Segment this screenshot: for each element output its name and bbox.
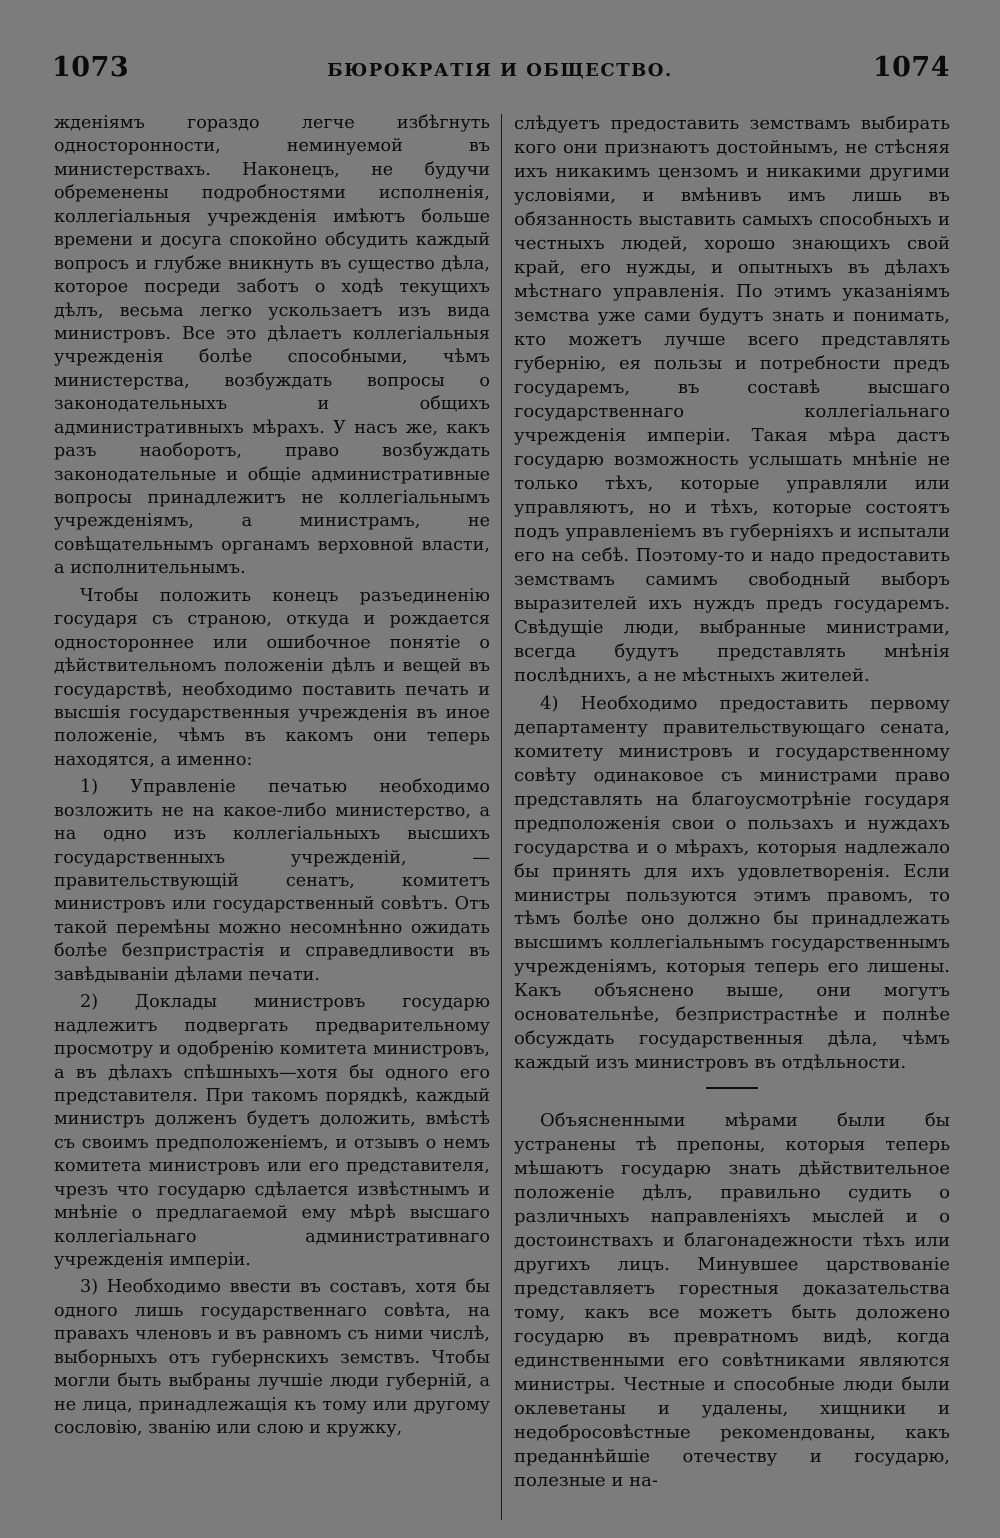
paragraph: Чтобы положить конецъ разъединенію государя съ страною, откуда и рождается одностороннее или ошибочное понятіе о дѣйствительномъ положеніи дѣлъ и вещей въ государствѣ, необходимо поставить печать и высшія государственныя учрежденія въ иное положеніе, чѣмъ въ какомъ они теперь находятся, а именно: bbox=[54, 585, 490, 770]
paragraph: 3) Необходимо ввести въ составъ, хотя бы одного лишь государственнаго совѣта, на правахъ членовъ и въ равномъ съ ними числѣ, выборныхъ отъ губернскихъ земствъ. Чтобы могли быть выбраны лучшіе люди губерній, а не лица, принадлежащія къ тому или другому сословію, званію или слою и кружку, bbox=[54, 1277, 490, 1439]
running-title: БЮРОКРАТІЯ И ОБЩЕСТВО. bbox=[327, 60, 673, 81]
paragraph: слѣдуетъ предоставить земствамъ выбирать кого они признаютъ достойнымъ, не стѣсняя ихъ никакимъ цензомъ и никакими другими условіями, и вмѣнивъ имъ лишь въ обязанность выставить самыхъ способныхъ и честныхъ людей, хорошо знающихъ свой край, его нужды, и опытныхъ въ дѣлахъ мѣстнаго управленія. По этимъ указаніямъ земства уже сами будутъ знать и понимать, кто можетъ лучше всего представлять губернію, ея пользы и потребности предъ государемъ, въ составѣ высшаго государственнаго коллегіальнаго учрежденія имперіи. Такая мѣра дастъ государю возможность услышать мнѣніе не только тѣхъ, которые управляли или управляютъ, но и тѣхъ, которые состоятъ подъ управленіемъ въ губерніяхъ и испытали его на себѣ. Поэтому-то и надо предоставить земствамъ самимъ свободный выборъ выразителей ихъ нуждъ предъ государемъ. Свѣдущіе люди, выбранные министрами, всегда будутъ представлять мнѣнія послѣднихъ, а не мѣстныхъ жителей. bbox=[514, 113, 950, 686]
left-column bbox=[54, 112, 490, 1522]
section-rule bbox=[706, 1087, 758, 1089]
page-number-right: 1074 bbox=[872, 52, 950, 83]
paragraph: 1) Управленіе печатью необходимо возложить не на какое-либо министерство, а на одно изъ коллегіальныхъ высшихъ государственныхъ учрежденій, — правительствующій сенатъ, комитетъ министровъ или государственный совѣтъ. Отъ такой перемѣны можно несомнѣнно ожидать болѣе безпристрастія и справедливости въ завѣдываніи дѣлами печати. bbox=[54, 777, 490, 985]
paragraph: жденіямъ гораздо легче избѣгнуть односторонности, неминуемой въ министерствахъ. Наконецъ, не будучи обременены подробностями исполненія, коллегіальныя учрежденія имѣютъ больше времени и досуга спокойно обсудить каждый вопросъ и глубже вникнуть въ существо дѣла, которое посреди заботъ о ходѣ текущихъ дѣлъ, весьма легко ускользаетъ изъ вида министровъ. Все это дѣлаетъ коллегіальныя учрежденія болѣе способными, чѣмъ министерства, возбуждать вопросы о законодательныхъ и общихъ административныхъ мѣрахъ. У насъ же, какъ разъ наоборотъ, право возбуждать законодательные и общіе административные вопросы принадлежитъ не коллегіальнымъ учрежденіямъ, а министрамъ, не совѣщательнымъ органамъ верховной власти, а исполнительнымъ. bbox=[54, 113, 490, 579]
paragraph: 4) Необходимо предоставить первому департаменту правительствующаго сената, комитету министровъ и государственному совѣту одинаковое съ министрами право представлять на благоусмотрѣніе государя предположенія свои о пользахъ и нуждахъ государства и о мѣрахъ, которыя надлежало бы принять для ихъ удовлетворенія. Если министры пользуются этимъ правомъ, то тѣмъ болѣе оно должно бы принадлежать высшимъ коллегіальнымъ государственнымъ учрежденіямъ, которыя теперь его лишены. Какъ объяснено выше, они могутъ основательнѣе, безпристрастнѣе и полнѣе обсуждать государственныя дѣла, чѣмъ каждый изъ министровъ въ отдѣльности. bbox=[514, 692, 950, 1074]
right-column bbox=[514, 112, 950, 1522]
page-header bbox=[0, 0, 1000, 110]
paragraph: 2) Доклады министровъ государю надлежитъ подвергать предварительному просмотру и одобренію комитета министровъ, а въ дѣлахъ спѣшныхъ—хотя бы одного его представителя. При такомъ порядкѣ, каждый министръ долженъ будетъ доложить, вмѣстѣ съ своимъ предположеніемъ, и отзывъ о немъ комитета министровъ или его представителя, чрезъ что государю сдѣлается извѣстнымъ и мнѣніе о предлагаемой ему мѣрѣ высшаго коллегіальнаго административнаго учрежденія имперіи. bbox=[54, 992, 490, 1270]
page-number-left: 1073 bbox=[52, 52, 130, 83]
paragraph: Объясненными мѣрами были бы устранены тѣ препоны, которыя теперь мѣшаютъ государю знать дѣйствительное положеніе дѣлъ, правильно судить о различныхъ направленіяхъ мыслей и о достоинствахъ и благонадежности тѣхъ или другихъ лицъ. Минувшее царствованіе представляетъ горестныя доказательства тому, какъ все можетъ быть доложено государю въ превратномъ видѣ, когда единственными его совѣтниками являются министры. Честные и способные люди были оклеветаны и удалены, хищники и недобросовѣстные рекомендованы, какъ преданнѣйшіе отечеству и государю, полезные и на- bbox=[514, 1110, 950, 1492]
column-divider bbox=[501, 114, 502, 1520]
